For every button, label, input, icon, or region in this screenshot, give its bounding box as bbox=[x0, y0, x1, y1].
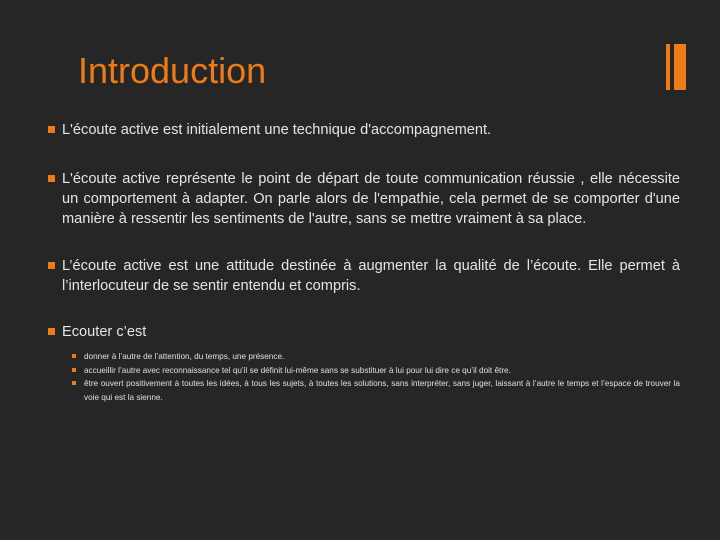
sub-bullet-item bbox=[72, 350, 680, 364]
square-bullet-icon bbox=[72, 354, 76, 358]
slide-title: Introduction bbox=[78, 50, 267, 91]
square-bullet-icon bbox=[48, 175, 55, 182]
sub-bullet-list bbox=[72, 350, 680, 404]
square-bullet-icon bbox=[48, 328, 55, 335]
sub-bullet-text: accueillir l’autre avec reconnaissance tel qu’il se définit lui-même sans se substituer à lui pour lui dire ce qu’il doit être. bbox=[84, 365, 511, 375]
square-bullet-icon bbox=[48, 262, 55, 269]
square-bullet-icon bbox=[72, 381, 76, 385]
bullet-item bbox=[48, 256, 680, 296]
sub-bullet-item bbox=[72, 377, 680, 404]
bullet-text: L'écoute active représente le point de départ de toute communication réussie , elle nécessite un comportement à adapter. On parle alors de l'empathie, cela permet de se comporter d'une manière à ressentir les sentiments de l'autre, sans se mettre vraiment à sa place. bbox=[62, 171, 680, 227]
square-bullet-icon bbox=[72, 368, 76, 372]
slide-content bbox=[48, 120, 680, 404]
bullet-item bbox=[48, 120, 680, 140]
bullet-item bbox=[48, 322, 680, 342]
bullet-text: Ecouter c’est bbox=[62, 324, 147, 340]
sub-bullet-text: donner à l’autre de l’attention, du temps, une présence. bbox=[84, 352, 285, 361]
title-accent-bar-thin bbox=[666, 44, 670, 90]
bullet-text: L'écoute active est initialement une technique d'accompagnement. bbox=[62, 122, 492, 138]
bullet-item bbox=[48, 169, 680, 229]
square-bullet-icon bbox=[48, 126, 55, 133]
title-accent-bar-thick bbox=[674, 44, 686, 90]
sub-bullet-text: être ouvert positivement à toutes les idées, à tous les sujets, à toutes les solutions, sans interpréter, sans juger, laissant à l’autre le temps et l’espace de trouver la voie qui est la sienne. bbox=[84, 379, 680, 402]
sub-bullet-item bbox=[72, 364, 680, 378]
bullet-text: L’écoute active est une attitude destinée à augmenter la qualité de l’écoute. Elle permet à l’interlocuteur de se sentir entendu et compris. bbox=[62, 258, 680, 294]
